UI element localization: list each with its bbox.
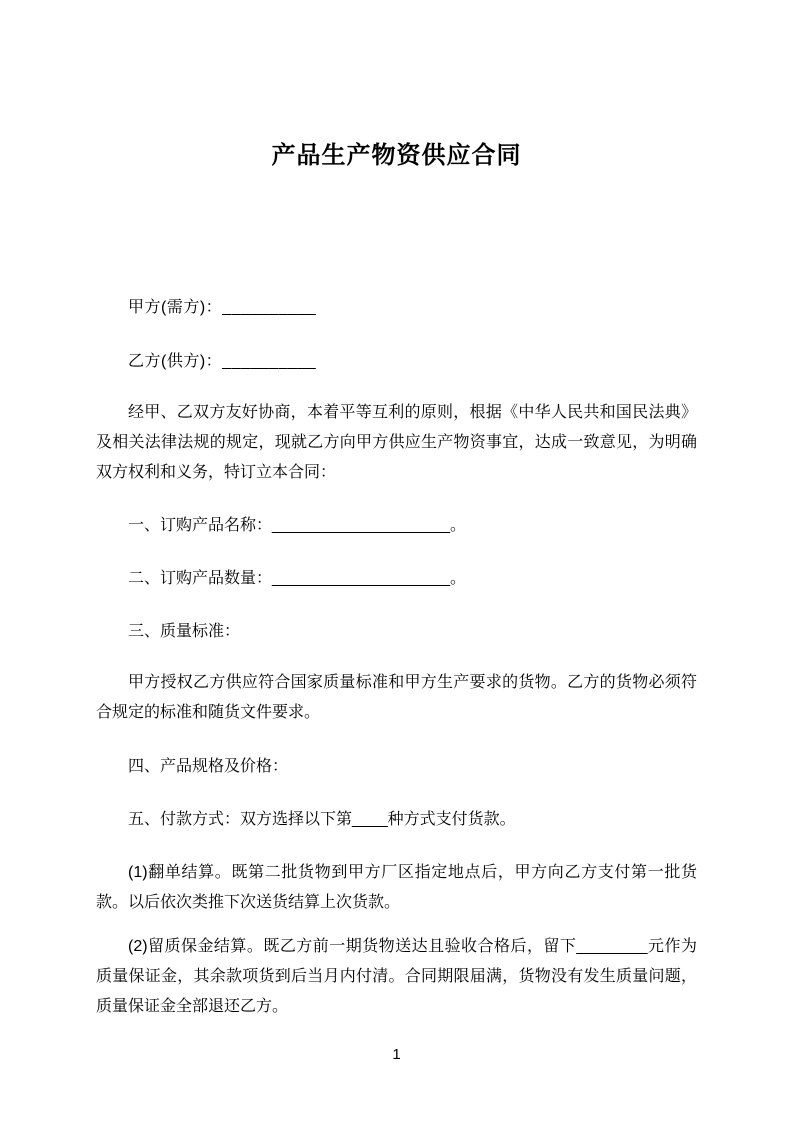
clause-4-spec-price: 四、产品规格及价格：: [128, 758, 289, 775]
party-a-line: [96, 293, 697, 323]
payment-option-1: (1)翻单结算。既第二批货物到甲方厂区指定地点后，甲方向乙方支付第一批货款。以后依次类推下次送货结算上次货款。: [96, 864, 697, 911]
party-b-label: 乙方(供方)：: [128, 353, 223, 370]
party-b-blank: __________: [222, 353, 317, 370]
payment-option-2: (2)留质保金结算。既乙方前一期货物送达且验收合格后，留下________元作为质量保证金，其余款项货到后当月内付清。合同期限届满，货物没有发生质量问题，质量保证金全部退还乙方。: [96, 938, 697, 1015]
clause-3-quality-standard: 三、质量标准：: [128, 623, 241, 640]
clause-1-product-name: 一、订购产品名称：____________________。: [128, 517, 466, 534]
party-b-line: [96, 347, 697, 377]
clause-5-payment-method: 五、付款方式：双方选择以下第____种方式支付货款。: [128, 811, 516, 828]
party-a-blank: __________: [222, 299, 317, 316]
clause-2-product-quantity: 二、订购产品数量：____________________。: [128, 570, 466, 587]
document-title: 产品生产物资供应合同: [271, 142, 522, 169]
page-number: 1: [392, 1046, 401, 1063]
preamble-paragraph: 经甲、乙双方友好协商，本着平等互利的原则，根据《中华人民共和国民法典》及相关法律法规的规定，现就乙方向甲方供应生产物资事宜，达成一致意见，为明确双方权利和义务，特订立本合同：: [96, 404, 697, 481]
party-a-label: 甲方(需方)：: [128, 299, 223, 316]
clause-3-quality-detail: 甲方授权乙方供应符合国家质量标准和甲方生产要求的货物。乙方的货物必须符合规定的标准和随货文件要求。: [96, 674, 697, 721]
